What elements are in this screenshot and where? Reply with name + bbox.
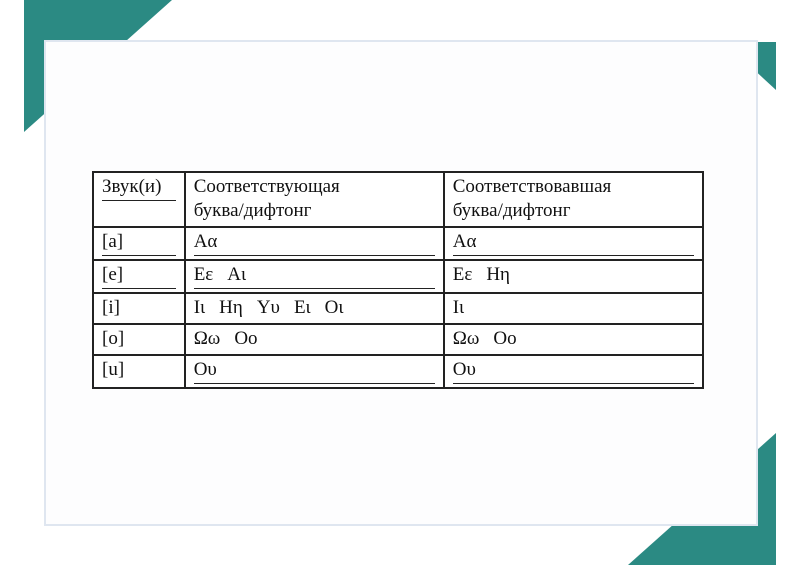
table-row: [93, 293, 703, 324]
former-cell: [444, 260, 703, 293]
letter: Ιι: [193, 297, 206, 318]
current-letters: [194, 297, 344, 318]
letter: Οι: [324, 297, 344, 318]
letter: Ηη: [219, 297, 243, 318]
letter: Ηη: [486, 264, 510, 285]
table-row: [93, 260, 703, 293]
sound-label: [o]: [102, 328, 125, 349]
header-current-line2: буква/дифтонг: [193, 200, 312, 221]
sound-cell: [93, 227, 185, 260]
letter: Υυ: [256, 297, 280, 318]
letter: Αα: [452, 231, 477, 252]
header-current-letter: [185, 172, 444, 227]
current-cell: [185, 260, 444, 293]
table-header-row: [93, 172, 703, 227]
header-sounds-label: Звук(и): [102, 175, 176, 201]
sound-cell: [93, 324, 185, 355]
former-cell: [444, 355, 703, 388]
table-row: [93, 324, 703, 355]
sound-label: [u]: [102, 359, 125, 380]
header-current-line1: Соответствующая: [193, 176, 340, 197]
header-former-letter: [444, 172, 703, 227]
former-cell: [444, 227, 703, 260]
current-letters: [194, 230, 435, 256]
letter: Εε: [193, 264, 214, 285]
former-cell: [444, 324, 703, 355]
letter: Εε: [452, 264, 473, 285]
letter: Ωω: [452, 328, 480, 349]
letter: Αι: [227, 264, 247, 285]
current-cell: [185, 293, 444, 324]
header-former-line1: Соответствовавшая: [452, 176, 612, 197]
letter: Ου: [193, 359, 217, 380]
letter: Ωω: [193, 328, 221, 349]
current-cell: [185, 324, 444, 355]
sound-label: [e]: [102, 263, 176, 289]
sound-cell: [93, 260, 185, 293]
letter: Οο: [493, 328, 517, 349]
current-letters: [194, 263, 435, 289]
former-letters: [453, 358, 694, 384]
header-former-line2: буква/дифтонг: [452, 200, 571, 221]
former-letters: [453, 230, 694, 256]
current-letters: [194, 358, 435, 384]
letter: Αα: [193, 231, 218, 252]
letter: Ιι: [452, 297, 465, 318]
letter: Ει: [293, 297, 311, 318]
former-cell: [444, 293, 703, 324]
sound-letter-table: [92, 171, 704, 389]
letter: Οο: [234, 328, 258, 349]
sound-cell: [93, 355, 185, 388]
table-row: [93, 355, 703, 388]
former-letters: [453, 328, 517, 349]
letter: Ου: [452, 359, 476, 380]
header-sounds: [93, 172, 185, 227]
former-letters: [453, 297, 464, 318]
current-cell: [185, 355, 444, 388]
table-row: [93, 227, 703, 260]
sound-cell: [93, 293, 185, 324]
current-cell: [185, 227, 444, 260]
former-letters: [453, 264, 510, 285]
sound-label: [a]: [102, 230, 176, 256]
sound-label: [i]: [102, 297, 120, 318]
current-letters: [194, 328, 258, 349]
